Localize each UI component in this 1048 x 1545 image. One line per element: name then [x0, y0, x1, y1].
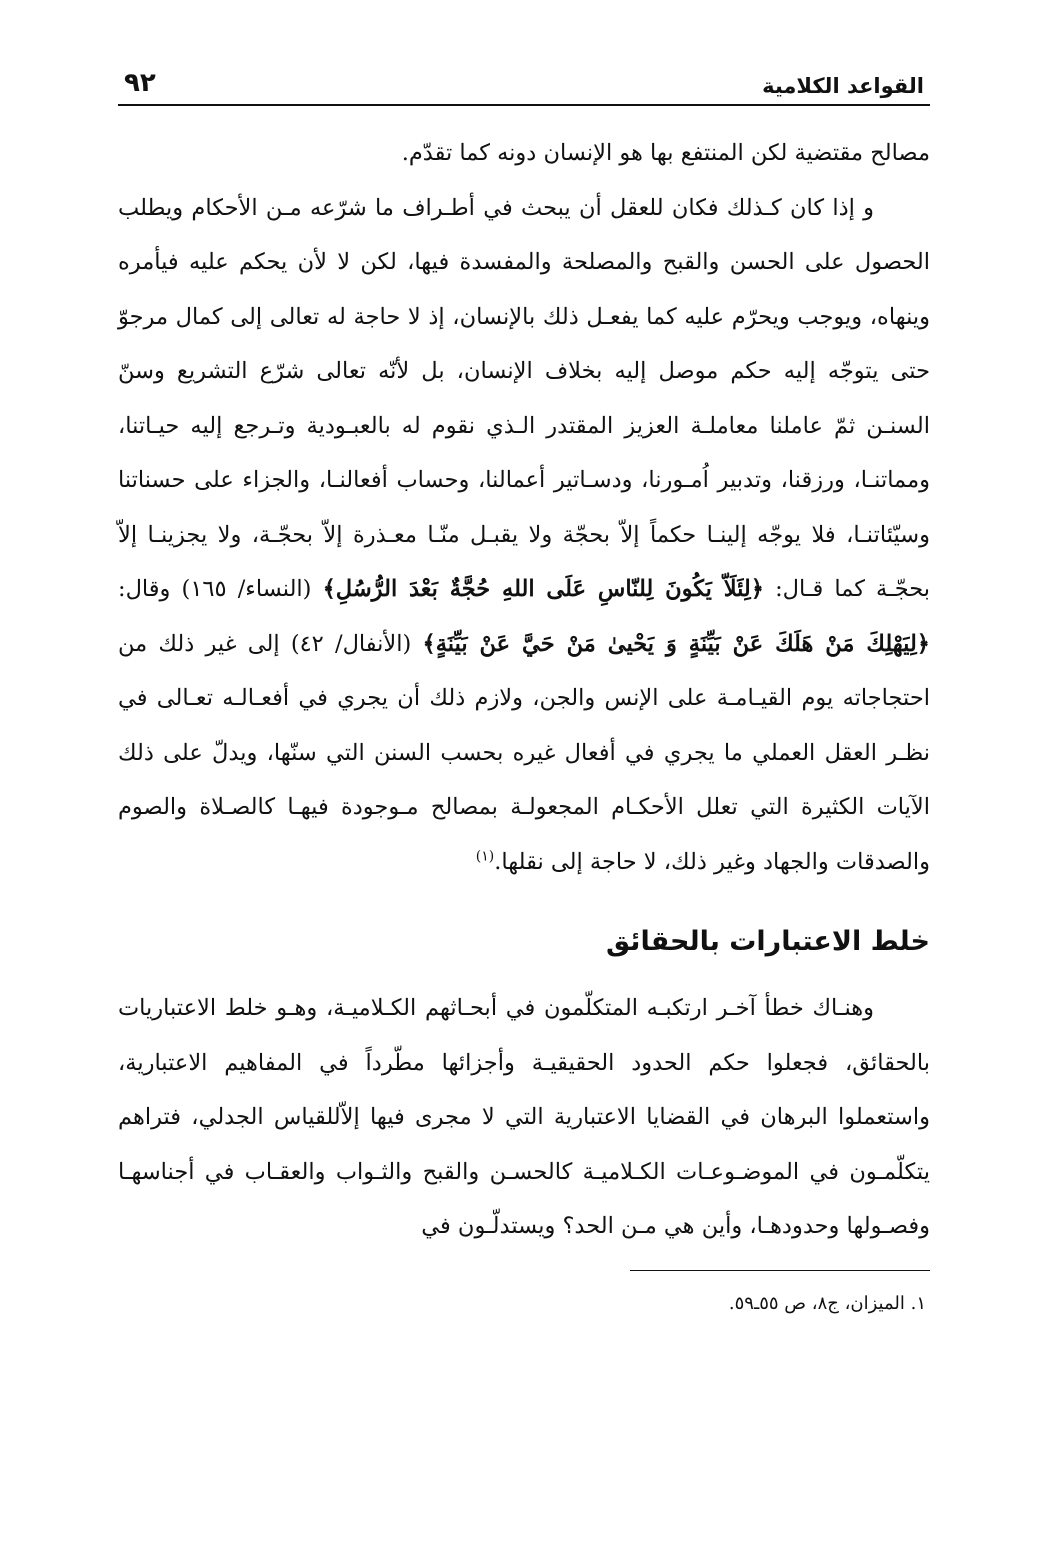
book-title: القواعد الكلامية [762, 74, 924, 98]
paragraph-section: وهنـاك خطأ آخـر ارتكبـه المتكلّمون في أبحـاثهم الكـلاميـة، وهـو خلط الاعتباريات بالحقائق، فجعلوا حكم الحدود الحقيقيـة وأجزائها مطّرداً في المفاهيم الاعتبارية، واستعملوا البرهان في القضايا الاعتبارية التي لا مجرى فيها إلاّللقياس الجدلي، فتراهم يتكلّمـون في الموضـوعـات الكـلاميـة كالحسـن والقبح والثـواب والعقـاب في أجناسهـا وفصـولها وحدودهـا، وأين هي مـن الحد؟ ويستدلّـون في [118, 995, 930, 1239]
paragraph-main [118, 181, 930, 890]
paragraph-continuation: مصالح مقتضية لكن المنتفع بها هو الإنسان دونه كما تقدّم. [401, 140, 930, 166]
footnote-divider [630, 1270, 930, 1271]
section-heading: خلط الاعتبارات بالحقائق [605, 926, 930, 957]
book-page [118, 52, 930, 1319]
paragraph-text: (الأنفال/ ٤٢) إلى غير ذلك من احتجاجاته يوم القيـامـة على الإنس والجن، ولازم ذلك أن يجري في أفعـالـه تعـالى في نظـر العقل العملي ما يجري في أفعال غيره بحسب السنن التي سنّها، ويدلّ على ذلك الآيات الكثيرة التي تعلل الأحكـام المجعولـة بمصالح مـوجودة فيهـا كالصـلاة والصوم والصدقات والجهاد وغير ذلك، لا حاجة إلى نقلها. [118, 630, 930, 875]
quran-verse: ﴿لِئَلَاّ يَكُونَ لِلنّاسِ عَلَى اللهِ حُجَّةٌ بَعْدَ الرُّسُلِ﴾ [322, 576, 764, 602]
page-number: ٩٢ [124, 68, 156, 98]
footnote-reference[interactable]: (١) [475, 848, 495, 864]
verse-citation: (النساء/ ١٦٥) وقال: [118, 576, 312, 602]
running-header [118, 52, 930, 106]
footnote: ١. الميزان، ج٨، ص ٥٥ـ٥٩. [728, 1292, 926, 1314]
main-text [118, 126, 930, 1254]
paragraph-text: و إذا كان كـذلك فكان للعقل أن يبحث في أطـراف ما شرّعه مـن الأحكام ويطلب الحصول على الحسن والقبح والمصلحة والمفسدة فيها، لكن لا لأن يحكم عليه فيأمره وينهاه، ويوجب ويحرّم عليه كما يفعـل ذلك بالإنسان، إذ لا حاجة له تعالى إلى كمال مرجوّ حتى يتوجّه إليه حكم موصل إليه بخلاف الإنسان، بل لأنّه تعالى شرّع التشريع وسنّ السنـن ثمّ عاملنا معاملـة العزيز المقتدر الـذي نقوم له بالعبـودية وتـرجع إليه حيـاتنا، ومماتنـا، ورزقنا، وتدبير اُمـورنا، ودسـاتير أعمالنا، وحساب أفعالنـا، والجزاء على حسناتنا وسيّئاتنـا، فلا يوجّه إلينـا حكماً إلاّ بحجّة ولا يقبـل منّـا معـذرة إلاّ بحجّـة، ولا يجزينـا إلاّ بحجّـة كما قـال: [118, 194, 931, 602]
quran-verse: ﴿لِيَهْلِكَ مَنْ هَلَكَ عَنْ بَيِّنَةٍ وَ يَحْيىٰ مَنْ حَيَّ عَنْ بَيِّنَةٍ﴾ [422, 630, 930, 657]
